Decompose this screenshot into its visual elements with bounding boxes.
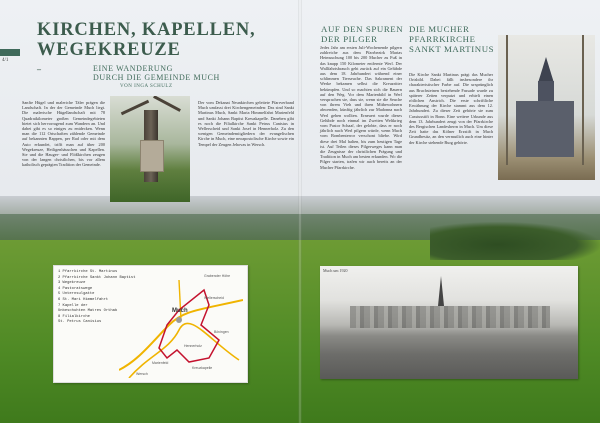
historic-photo-caption: Much um 1920	[323, 268, 348, 273]
map-place-label: Wersch	[136, 372, 148, 376]
title-line-2: WEGEKREUZE –	[37, 40, 257, 80]
map-drawing	[119, 270, 243, 378]
map-place-label: Grabender Höhe	[204, 274, 231, 278]
map-legend	[58, 270, 136, 326]
section-heading-pilger	[321, 24, 403, 44]
church-spire-icon	[538, 57, 554, 83]
title-dash: –	[37, 65, 41, 74]
body-column-2: Der vom Dekanat Neunkirchen geleitete Pfarrverband Much umfasst drei Kirchengemeinden: Das sind Sankt Martinus Much, Sankt Maria Himmelfahrt Marienfeld und Sankt Johann Baptist Kreuzkapelle. Daneben gibt es noch die Filialkirche Sankt Petrus Canisius in Wellerscheid und Sankt Josef in Hennerholz. Zu den wenigen Gemeindemitgliedern der evangelischen Kirche in Much, eine neoapostolische Kirche sowie ein Tempel der Zeugen Jehovas in Wersch.	[198, 100, 294, 147]
village-houses	[350, 306, 550, 328]
map-place-label: Kreuzkapelle	[192, 366, 213, 370]
section-heading-pfarrkirche	[409, 24, 494, 54]
map-place-label: Hennerholz	[184, 344, 202, 348]
subtitle-line-2: DURCH DIE GEMEINDE MUCH	[93, 73, 220, 82]
author-byline: VON INGA SCHULZ	[120, 84, 173, 89]
church-steeple-icon	[438, 276, 444, 306]
body-column-4: Die Kirche Sankt Martinus prägt das Mucher Ortsbild. Dabei fällt insbesondere ihr charakteristischer Farbe auf. Die ursprünglich aus Bruchsteinen bestehende Fassade wurde zu späterer Zeiten verputzt und erhielt einen rötlichen Anstrich. Die erste schriftliche Erwähnung der Kirche stammt aus dem 12. Jahrhundert. Zu dieser Zeit gehörte sie zum Cassiusstift in Bonn. Eine weitere Urkunde aus dem 13. Jahrhundert zeugt von der Pfarrkirche des Bergischen Landesherrn in Much. Um diese Zeit hatte das Kölner Erzstift in Much Grundbesitz, an den vermutlich auch eine hinter der Kirche stehende Burg gehörte.	[409, 72, 493, 145]
title-line-1: KIRCHEN, KAPELLEN,	[37, 20, 256, 40]
subtitle-line-1: EINE WANDERUNG	[93, 64, 174, 73]
map-place-label: Marienfeld	[152, 361, 169, 365]
page-marker	[0, 49, 20, 56]
heading-line: AUF DEN SPUREN	[321, 24, 404, 34]
legend-item: 8 Filialkirche	[58, 314, 90, 319]
page-number: 4/1	[2, 58, 9, 63]
legend-item: St. Petrus Canisius	[58, 320, 102, 325]
legend-item: 6 St. Mari Himmelfahrt	[58, 297, 109, 302]
legend-item: 2 Pfarrkirche Sankt Johann Baptist	[58, 275, 136, 280]
stone-cross-icon	[140, 140, 164, 172]
road-line	[179, 280, 181, 320]
historic-photo	[320, 266, 578, 379]
route-map	[53, 265, 248, 383]
legend-item: 4 Pastoratswege	[58, 286, 93, 291]
legend-item: 3 Wegekreuze	[58, 281, 86, 286]
map-town-label: Much	[172, 308, 188, 314]
tree-line	[430, 222, 600, 260]
town-marker-icon	[176, 317, 182, 323]
legend-item: 5 Unternsulgatte	[58, 292, 95, 297]
heading-line: DIE MUCHER	[409, 24, 470, 34]
legend-item: 1 Pfarrkirche St. Martinus	[58, 270, 118, 274]
map-place-label: Wellerscheid	[204, 296, 224, 300]
legend-item: Unbeschuhten Matres Orthab	[58, 309, 118, 314]
article-subtitle	[93, 64, 243, 82]
map-place-label: Bövingen	[214, 330, 229, 334]
legend-item: 7 Kapelle der	[58, 303, 88, 308]
church-photo	[498, 35, 595, 180]
heading-line: PFARRKIRCHE	[409, 34, 476, 44]
body-column-3: Jedes Jahr am ersten Juli-Wochenende pilgern zahlreiche aus dem Pfarrbezirk Marias Heimsuchung 100 bis 200 Mucher zu Fuß in das knapp 150 Kilometer entfernte Werl. Der Wallfahrtsbrauch geht zurück auf ein Gelübde aus dem 18. Jahrhundert während einer schlimmen Tierseuche. Das Sakrament der Werke bekamen selbst die Kreuzritter bekümpfen. Und so machten sich die Bauern auf den Weg. Vor dem Marienbild in Werl versprachen sie, dass sie, wenn sie die Seuche von ihrem Vieh und ihren Mitbewohnern abwenden, künftig jährlich zur Madonna nach Werl gehen wollten. Erneuert wurde dieses Gelübde noch einmal im Zweiten Weltkrieg vom Pastor Schaaf, der gelobte, dass er noch jährlich nach Werl pilgern würde, wenn Much vom Bombenterror verschont bliebe. Wird diese drei Mal halten, bis zum heutigen Tage ist. Auf Teilen dieses Pilgerweges kann man die Zeugnisse der christlichen Prägung und Tradition in Much am besten erkunden. Wo die Pilger starten, trafen wir auch bereits an der Mucher Pfarrkirche.	[320, 45, 402, 170]
page-spine	[298, 0, 302, 423]
heading-line: DER PILGER	[321, 34, 378, 44]
body-column-1: Sanfte Hügel und maleriche Täler prägen die Landschaft. In der der Gemeinde Much liegt. Die malerische Hügellandschaft mit 78 Quadratkilometer großen Gemeindegebieten bietet sich hervorragend zum Wandern an. Und dabei gibt es so einiges zu entdecken. Wenn man die 112 Ortschaften zählende Gemeinde auf bekannten Rappen, per Rad oder mit dem Auto erkundet, trifft man auf über 200 Wegekreuze, Heiligenhäuschen und Kapellen. Sie und die Hauger- und Flößkirchen zeugen von der langen christlichen, bis vor allem katholisch geprägten Tradition der Gemeinde.	[22, 100, 105, 168]
wayside-cross-photo	[110, 96, 190, 202]
heading-line: SANKT MARTINUS	[409, 44, 495, 54]
